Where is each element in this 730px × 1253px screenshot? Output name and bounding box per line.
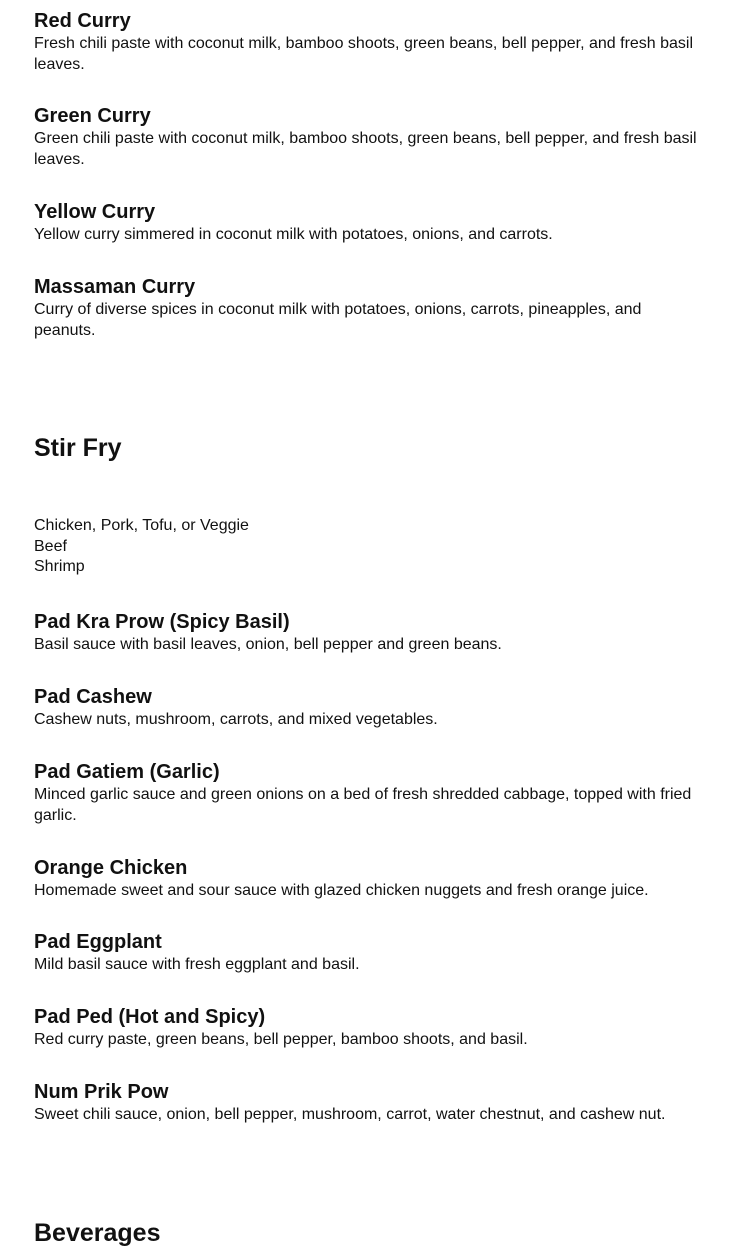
- menu-item-description: Homemade sweet and sour sauce with glazed chicken nuggets and fresh orange juice.: [34, 882, 649, 899]
- protein-option: Chicken, Pork, Tofu, or Veggie: [34, 517, 249, 534]
- menu-item-description: Cashew nuts, mushroom, carrots, and mixed vegetables.: [34, 711, 438, 728]
- protein-option: Shrimp: [34, 558, 85, 575]
- menu-item-orange-chicken: [34, 856, 704, 901]
- menu-item-description: Curry of diverse spices in coconut milk with potatoes, onions, carrots, pineapples, and peanuts.: [34, 301, 642, 339]
- menu-item-pad-kra-prow: [34, 610, 704, 655]
- section-title-beverages: Beverages: [34, 1219, 161, 1247]
- menu-item-name: Num Prik Pow: [34, 1081, 169, 1103]
- menu-item-name: Red Curry: [34, 10, 131, 32]
- menu-item-pad-ped: [34, 1005, 704, 1050]
- menu-item-yellow-curry: [34, 200, 704, 245]
- menu-item-description: Basil sauce with basil leaves, onion, bell pepper and green beans.: [34, 636, 502, 653]
- menu-item-description: Green chili paste with coconut milk, bamboo shoots, green beans, bell pepper, and fresh basil leaves.: [34, 130, 697, 168]
- menu-item-pad-eggplant: [34, 930, 704, 975]
- menu-item-description: Fresh chili paste with coconut milk, bamboo shoots, green beans, bell pepper, and fresh basil leaves.: [34, 35, 694, 73]
- menu-item-name: Massaman Curry: [34, 276, 196, 298]
- menu-item-description: Mild basil sauce with fresh eggplant and basil.: [34, 956, 360, 973]
- menu-item-description: Sweet chili sauce, onion, bell pepper, mushroom, carrot, water chestnut, and cashew nut.: [34, 1106, 666, 1123]
- section-title-stir-fry: Stir Fry: [34, 434, 122, 462]
- menu-item-name: Orange Chicken: [34, 857, 188, 879]
- menu-item-description: Yellow curry simmered in coconut milk with potatoes, onions, and carrots.: [34, 226, 553, 243]
- menu-item-description: Red curry paste, green beans, bell pepper, bamboo shoots, and basil.: [34, 1031, 528, 1048]
- menu-item-name: Pad Kra Prow (Spicy Basil): [34, 611, 290, 633]
- menu-item-num-prik-pow: [34, 1080, 704, 1125]
- protein-options: [34, 516, 704, 578]
- menu-item-name: Pad Gatiem (Garlic): [34, 761, 220, 783]
- menu-item-name: Yellow Curry: [34, 201, 156, 223]
- menu-item-name: Pad Cashew: [34, 686, 152, 708]
- menu-item-pad-cashew: [34, 685, 704, 730]
- protein-option: Beef: [34, 537, 67, 555]
- menu-item-name: Pad Eggplant: [34, 931, 162, 953]
- menu-item-red-curry: [34, 9, 704, 75]
- menu-item-name: Pad Ped (Hot and Spicy): [34, 1006, 266, 1028]
- menu-item-name: Green Curry: [34, 105, 151, 127]
- menu-item-massaman-curry: [34, 275, 704, 341]
- menu-item-description: Minced garlic sauce and green onions on a bed of fresh shredded cabbage, topped with fried garlic.: [34, 786, 692, 824]
- menu-item-green-curry: [34, 104, 704, 170]
- menu-item-pad-gatiem: [34, 760, 704, 826]
